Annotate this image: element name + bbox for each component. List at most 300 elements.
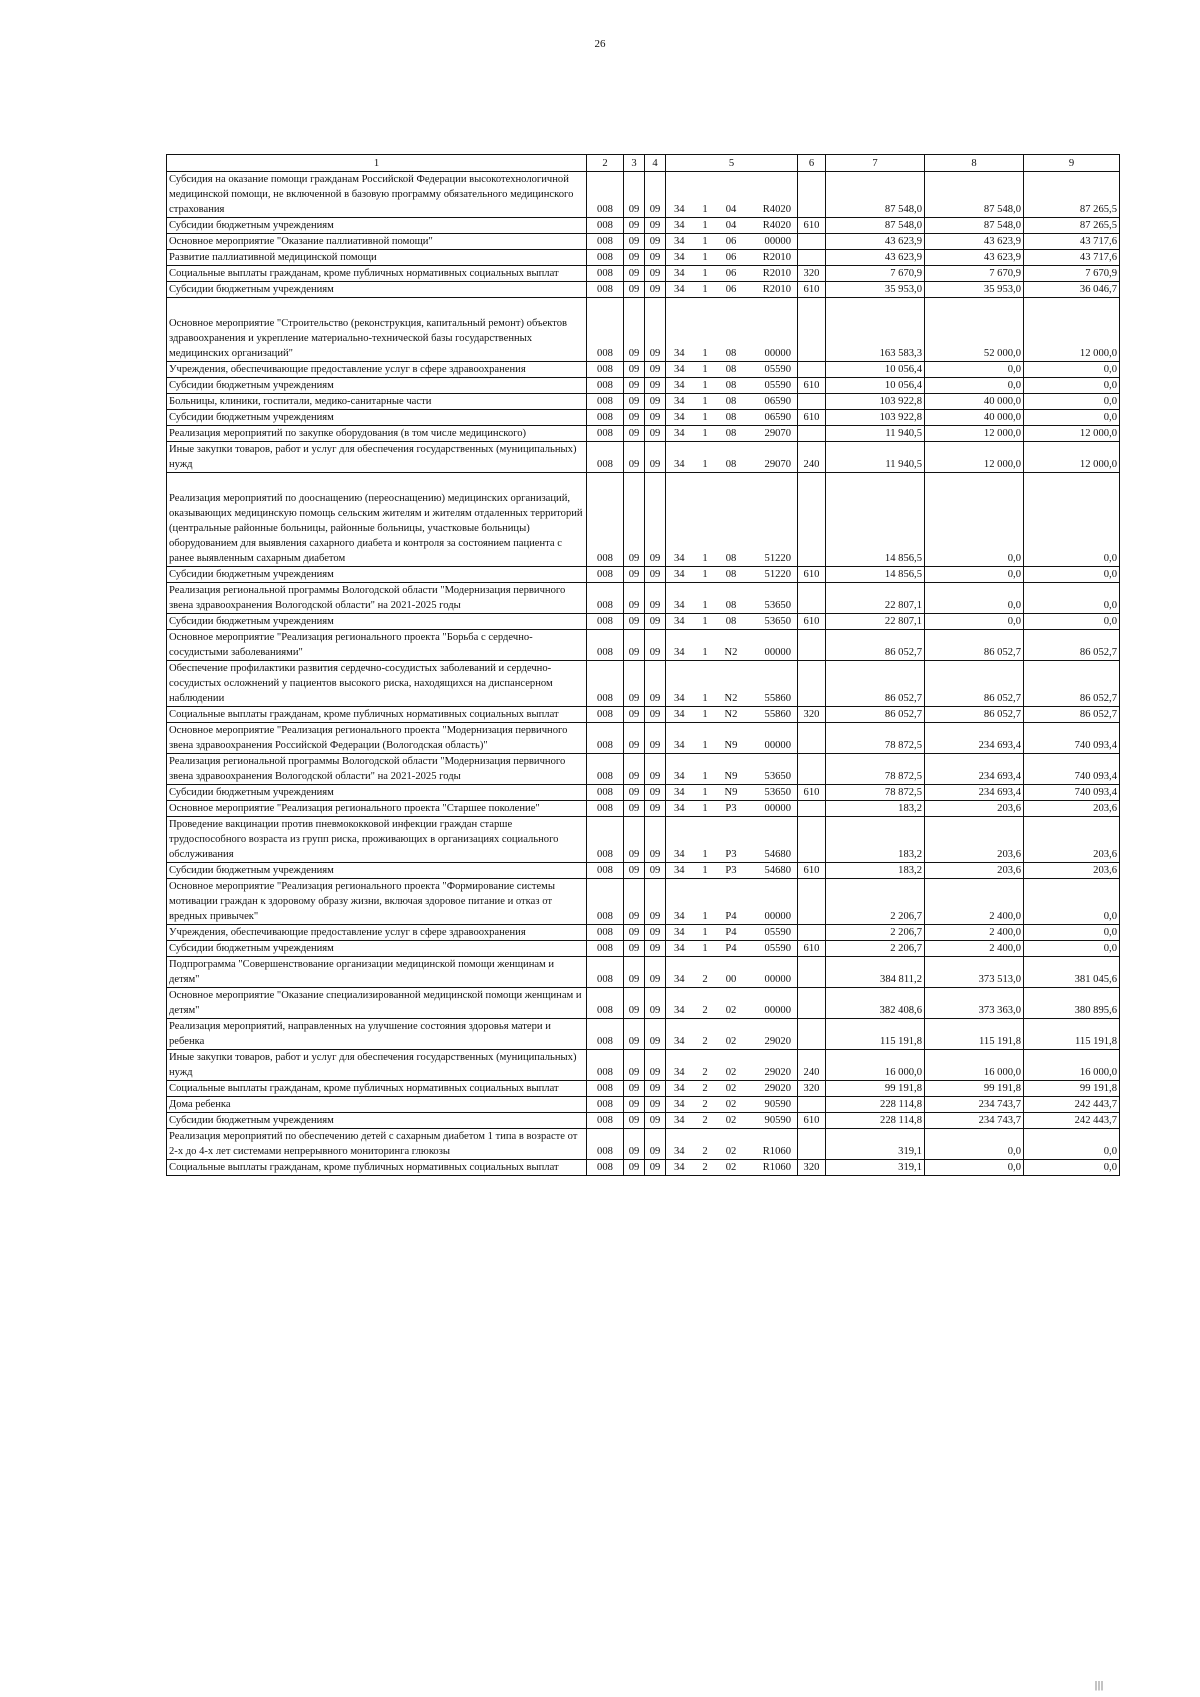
code-part: 34 [674, 1162, 685, 1173]
ministry-code: 008 [587, 754, 624, 785]
code-part: 08 [725, 412, 737, 423]
code-part: 90590 [764, 1115, 791, 1126]
table-row [167, 394, 1120, 410]
section-code: 09 [624, 172, 645, 218]
row-name: Социальные выплаты гражданам, кроме публичных нормативных социальных выплат [167, 1081, 587, 1097]
expense-type-code [798, 426, 826, 442]
ministry-code: 008 [587, 1129, 624, 1160]
expense-type-code [798, 630, 826, 661]
code-part: 34 [674, 693, 685, 704]
amount-col-7: 11 940,5 [826, 442, 925, 473]
expense-type-code [798, 250, 826, 266]
code-part: 34 [674, 803, 685, 814]
table-row [167, 426, 1120, 442]
amount-col-9: 380 895,6 [1024, 988, 1120, 1019]
expense-type-code: 320 [798, 1160, 826, 1176]
table-row [167, 1129, 1120, 1160]
amount-col-8: 86 052,7 [925, 661, 1024, 707]
amount-col-7: 163 583,3 [826, 298, 925, 362]
code-part: 1 [702, 943, 708, 954]
amount-col-8: 373 513,0 [925, 957, 1024, 988]
amount-col-9: 12 000,0 [1024, 298, 1120, 362]
amount-col-9: 740 093,4 [1024, 785, 1120, 801]
subsection-code: 09 [645, 1097, 666, 1113]
code-part: 08 [725, 428, 737, 439]
amount-col-8: 40 000,0 [925, 410, 1024, 426]
expense-type-code: 320 [798, 266, 826, 282]
code-part: 05590 [764, 943, 791, 954]
amount-col-7: 22 807,1 [826, 583, 925, 614]
target-article-code [666, 1113, 798, 1129]
col-header: 5 [666, 155, 798, 172]
subsection-code: 09 [645, 661, 666, 707]
code-part: P4 [725, 911, 737, 922]
subsection-code: 09 [645, 218, 666, 234]
code-part: 34 [674, 771, 685, 782]
section-code: 09 [624, 1081, 645, 1097]
amount-col-9: 43 717,6 [1024, 234, 1120, 250]
amount-col-8: 2 400,0 [925, 941, 1024, 957]
row-name: Развитие паллиативной медицинской помощи [167, 250, 587, 266]
amount-col-7: 43 623,9 [826, 250, 925, 266]
row-name: Основное мероприятие "Реализация регионального проекта "Старшее поколение" [167, 801, 587, 817]
target-article-code [666, 879, 798, 925]
code-part: 29070 [764, 428, 791, 439]
table-row [167, 801, 1120, 817]
row-name: Реализация региональной программы Вологодской области "Модернизация первичного звена здравоохранения Вологодской области" на 2021-2025 годы [167, 754, 587, 785]
expense-type-code [798, 1097, 826, 1113]
code-part: 2 [702, 1083, 708, 1094]
section-code: 09 [624, 426, 645, 442]
row-name: Иные закупки товаров, работ и услуг для обеспечения государственных (муниципальных) нужд [167, 442, 587, 473]
section-code: 09 [624, 218, 645, 234]
ministry-code: 008 [587, 630, 624, 661]
amount-col-8: 2 400,0 [925, 925, 1024, 941]
expense-type-code: 320 [798, 707, 826, 723]
code-part: 1 [702, 284, 708, 295]
expense-type-code [798, 754, 826, 785]
code-part: 1 [702, 693, 708, 704]
table-row [167, 630, 1120, 661]
code-part: 1 [702, 412, 708, 423]
amount-col-8: 234 693,4 [925, 754, 1024, 785]
target-article-code [666, 817, 798, 863]
expense-type-code [798, 362, 826, 378]
expense-type-code: 610 [798, 378, 826, 394]
section-code: 09 [624, 723, 645, 754]
row-name: Основное мероприятие "Строительство (реконструкция, капитальный ремонт) объектов здравоохранения и укрепление материально-технической базы государственных медицинских организаций" [167, 298, 587, 362]
table-body [167, 172, 1120, 1176]
target-article-code [666, 567, 798, 583]
amount-col-9: 0,0 [1024, 583, 1120, 614]
amount-col-7: 22 807,1 [826, 614, 925, 630]
amount-col-7: 183,2 [826, 817, 925, 863]
target-article-code [666, 394, 798, 410]
code-part: 34 [674, 943, 685, 954]
subsection-code: 09 [645, 863, 666, 879]
section-code: 09 [624, 801, 645, 817]
ministry-code: 008 [587, 218, 624, 234]
code-part: 02 [725, 1146, 737, 1157]
amount-col-8: 86 052,7 [925, 707, 1024, 723]
code-part: 55860 [764, 709, 791, 720]
section-code: 09 [624, 879, 645, 925]
row-name: Субсидии бюджетным учреждениям [167, 614, 587, 630]
table-row [167, 1081, 1120, 1097]
table-row [167, 234, 1120, 250]
expense-type-code: 240 [798, 1050, 826, 1081]
code-part: 34 [674, 428, 685, 439]
amount-col-7: 78 872,5 [826, 723, 925, 754]
code-part: 2 [702, 1005, 708, 1016]
row-name: Подпрограмма "Совершенствование организации медицинской помощи женщинам и детям" [167, 957, 587, 988]
expense-type-code [798, 1129, 826, 1160]
subsection-code: 09 [645, 426, 666, 442]
ministry-code: 008 [587, 723, 624, 754]
code-part: 00 [725, 974, 737, 985]
subsection-code: 09 [645, 754, 666, 785]
amount-col-8: 0,0 [925, 567, 1024, 583]
target-article-code [666, 925, 798, 941]
ministry-code: 008 [587, 1113, 624, 1129]
ministry-code: 008 [587, 426, 624, 442]
code-part: 1 [702, 787, 708, 798]
code-part: 34 [674, 1005, 685, 1016]
amount-col-8: 87 548,0 [925, 172, 1024, 218]
amount-col-8: 40 000,0 [925, 394, 1024, 410]
code-part: 1 [702, 600, 708, 611]
expense-type-code [798, 801, 826, 817]
code-part: 1 [702, 647, 708, 658]
row-name: Реализация мероприятий, направленных на улучшение состояния здоровья матери и ребенка [167, 1019, 587, 1050]
section-code: 09 [624, 957, 645, 988]
code-part: 34 [674, 600, 685, 611]
code-part: 00000 [764, 1005, 791, 1016]
code-part: 53650 [764, 600, 791, 611]
code-part: N2 [724, 647, 738, 658]
subsection-code: 09 [645, 266, 666, 282]
amount-col-9: 242 443,7 [1024, 1097, 1120, 1113]
subsection-code: 09 [645, 817, 666, 863]
code-part: 08 [725, 459, 737, 470]
table-row [167, 988, 1120, 1019]
col-header: 9 [1024, 155, 1120, 172]
table-row [167, 614, 1120, 630]
code-part: 08 [725, 364, 737, 375]
code-part: R4020 [762, 220, 791, 231]
code-part: 55860 [764, 693, 791, 704]
row-name: Реализация мероприятий по закупке оборудования (в том числе медицинского) [167, 426, 587, 442]
amount-col-7: 319,1 [826, 1129, 925, 1160]
section-code: 09 [624, 1019, 645, 1050]
code-part: 02 [725, 1005, 737, 1016]
table-row [167, 473, 1120, 567]
target-article-code [666, 723, 798, 754]
amount-col-7: 228 114,8 [826, 1097, 925, 1113]
amount-col-9: 203,6 [1024, 801, 1120, 817]
code-part: 51220 [764, 553, 791, 564]
section-code: 09 [624, 925, 645, 941]
table-row [167, 378, 1120, 394]
subsection-code: 09 [645, 378, 666, 394]
code-part: 1 [702, 268, 708, 279]
subsection-code: 09 [645, 988, 666, 1019]
code-part: 1 [702, 771, 708, 782]
expense-type-code [798, 1019, 826, 1050]
expense-type-code [798, 817, 826, 863]
amount-col-8: 43 623,9 [925, 234, 1024, 250]
section-code: 09 [624, 394, 645, 410]
expense-type-code [798, 234, 826, 250]
code-part: 29020 [764, 1083, 791, 1094]
row-name: Учреждения, обеспечивающие предоставление услуг в сфере здравоохранения [167, 925, 587, 941]
col-header: 8 [925, 155, 1024, 172]
subsection-code: 09 [645, 282, 666, 298]
code-part: N9 [724, 771, 738, 782]
amount-col-8: 203,6 [925, 801, 1024, 817]
section-code: 09 [624, 442, 645, 473]
code-part: 06 [725, 236, 737, 247]
code-part: 02 [725, 1162, 737, 1173]
target-article-code [666, 957, 798, 988]
table-row [167, 218, 1120, 234]
ministry-code: 008 [587, 925, 624, 941]
code-part: 34 [674, 396, 685, 407]
row-name: Субсидии бюджетным учреждениям [167, 378, 587, 394]
row-name: Субсидии бюджетным учреждениям [167, 941, 587, 957]
ministry-code: 008 [587, 1050, 624, 1081]
code-part: 08 [725, 348, 737, 359]
amount-col-9: 242 443,7 [1024, 1113, 1120, 1129]
code-part: 34 [674, 740, 685, 751]
amount-col-8: 234 693,4 [925, 723, 1024, 754]
amount-col-8: 0,0 [925, 1160, 1024, 1176]
amount-col-7: 87 548,0 [826, 172, 925, 218]
code-part: 34 [674, 927, 685, 938]
ministry-code: 008 [587, 567, 624, 583]
amount-col-8: 373 363,0 [925, 988, 1024, 1019]
expense-type-code: 610 [798, 614, 826, 630]
amount-col-8: 86 052,7 [925, 630, 1024, 661]
row-name: Субсидии бюджетным учреждениям [167, 218, 587, 234]
amount-col-8: 0,0 [925, 614, 1024, 630]
code-part: 34 [674, 364, 685, 375]
code-part: N9 [724, 787, 738, 798]
code-part: R2010 [762, 268, 791, 279]
ministry-code: 008 [587, 863, 624, 879]
row-name: Обеспечение профилактики развития сердечно-сосудистых заболеваний и сердечно-сосудистых осложнений у пациентов высокого риска, находящихся на диспансерном наблюдении [167, 661, 587, 707]
code-part: 34 [674, 1083, 685, 1094]
amount-col-7: 103 922,8 [826, 394, 925, 410]
amount-col-9: 7 670,9 [1024, 266, 1120, 282]
code-part: 2 [702, 1146, 708, 1157]
table-row [167, 707, 1120, 723]
target-article-code [666, 442, 798, 473]
target-article-code [666, 785, 798, 801]
amount-col-9: 0,0 [1024, 941, 1120, 957]
target-article-code [666, 1019, 798, 1050]
subsection-code: 09 [645, 583, 666, 614]
target-article-code [666, 801, 798, 817]
code-part: 1 [702, 803, 708, 814]
subsection-code: 09 [645, 1113, 666, 1129]
code-part: P4 [725, 943, 737, 954]
code-part: 1 [702, 236, 708, 247]
subsection-code: 09 [645, 442, 666, 473]
amount-col-9: 0,0 [1024, 614, 1120, 630]
target-article-code [666, 378, 798, 394]
code-part: 08 [725, 616, 737, 627]
table-row [167, 362, 1120, 378]
code-part: 34 [674, 459, 685, 470]
table-row [167, 282, 1120, 298]
section-code: 09 [624, 630, 645, 661]
amount-col-7: 228 114,8 [826, 1113, 925, 1129]
amount-col-7: 78 872,5 [826, 785, 925, 801]
code-part: 1 [702, 553, 708, 564]
target-article-code [666, 1081, 798, 1097]
subsection-code: 09 [645, 234, 666, 250]
code-part: 1 [702, 927, 708, 938]
code-part: 34 [674, 1115, 685, 1126]
subsection-code: 09 [645, 1081, 666, 1097]
target-article-code [666, 1097, 798, 1113]
amount-col-9: 381 045,6 [1024, 957, 1120, 988]
table-row [167, 661, 1120, 707]
code-part: 04 [725, 204, 737, 215]
section-code: 09 [624, 362, 645, 378]
code-part: 1 [702, 616, 708, 627]
amount-col-8: 12 000,0 [925, 442, 1024, 473]
amount-col-8: 234 693,4 [925, 785, 1024, 801]
section-code: 09 [624, 250, 645, 266]
amount-col-7: 2 206,7 [826, 941, 925, 957]
ministry-code: 008 [587, 988, 624, 1019]
code-part: 34 [674, 647, 685, 658]
ministry-code: 008 [587, 707, 624, 723]
section-code: 09 [624, 1050, 645, 1081]
subsection-code: 09 [645, 1050, 666, 1081]
section-code: 09 [624, 785, 645, 801]
code-part: 1 [702, 428, 708, 439]
code-part: 34 [674, 412, 685, 423]
code-part: 02 [725, 1036, 737, 1047]
amount-col-9: 12 000,0 [1024, 442, 1120, 473]
code-part: 2 [702, 1115, 708, 1126]
section-code: 09 [624, 941, 645, 957]
ministry-code: 008 [587, 282, 624, 298]
subsection-code: 09 [645, 941, 666, 957]
row-name: Социальные выплаты гражданам, кроме публичных нормативных социальных выплат [167, 266, 587, 282]
table-row [167, 266, 1120, 282]
target-article-code [666, 941, 798, 957]
code-part: 2 [702, 974, 708, 985]
subsection-code: 09 [645, 298, 666, 362]
table-row [167, 583, 1120, 614]
table-row [167, 567, 1120, 583]
amount-col-8: 35 953,0 [925, 282, 1024, 298]
expense-type-code [798, 172, 826, 218]
subsection-code: 09 [645, 801, 666, 817]
expense-type-code: 610 [798, 785, 826, 801]
table-row [167, 925, 1120, 941]
section-code: 09 [624, 754, 645, 785]
amount-col-8: 203,6 [925, 863, 1024, 879]
code-part: 2 [702, 1162, 708, 1173]
code-part: P3 [725, 849, 737, 860]
col-header: 7 [826, 155, 925, 172]
amount-col-7: 87 548,0 [826, 218, 925, 234]
col-header: 3 [624, 155, 645, 172]
row-name: Субсидии бюджетным учреждениям [167, 410, 587, 426]
table-row [167, 1097, 1120, 1113]
code-part: 2 [702, 1099, 708, 1110]
amount-col-7: 14 856,5 [826, 473, 925, 567]
ministry-code: 008 [587, 941, 624, 957]
target-article-code [666, 1129, 798, 1160]
code-part: 53650 [764, 771, 791, 782]
subsection-code: 09 [645, 707, 666, 723]
amount-col-8: 234 743,7 [925, 1097, 1024, 1113]
ministry-code: 008 [587, 234, 624, 250]
code-part: 05590 [764, 380, 791, 391]
code-part: 00000 [764, 740, 791, 751]
ministry-code: 008 [587, 614, 624, 630]
code-part: 34 [674, 553, 685, 564]
subsection-code: 09 [645, 172, 666, 218]
code-part: 1 [702, 396, 708, 407]
expense-type-code [798, 583, 826, 614]
section-code: 09 [624, 988, 645, 1019]
code-part: 34 [674, 348, 685, 359]
target-article-code [666, 172, 798, 218]
amount-col-9: 115 191,8 [1024, 1019, 1120, 1050]
ministry-code: 008 [587, 1019, 624, 1050]
amount-col-8: 43 623,9 [925, 250, 1024, 266]
code-part: 1 [702, 911, 708, 922]
expense-type-code: 610 [798, 410, 826, 426]
amount-col-7: 382 408,6 [826, 988, 925, 1019]
subsection-code: 09 [645, 394, 666, 410]
code-part: N2 [724, 693, 738, 704]
code-part: 34 [674, 865, 685, 876]
code-part: 29020 [764, 1036, 791, 1047]
amount-col-9: 16 000,0 [1024, 1050, 1120, 1081]
code-part: 04 [725, 220, 737, 231]
amount-col-7: 11 940,5 [826, 426, 925, 442]
table-row [167, 817, 1120, 863]
code-part: 00000 [764, 911, 791, 922]
section-code: 09 [624, 266, 645, 282]
table-row [167, 172, 1120, 218]
row-name: Субсидии бюджетным учреждениям [167, 567, 587, 583]
header-row [167, 155, 1120, 172]
code-part: N2 [724, 709, 738, 720]
code-part: N9 [724, 740, 738, 751]
table-row [167, 863, 1120, 879]
target-article-code [666, 1050, 798, 1081]
target-article-code [666, 362, 798, 378]
target-article-code [666, 630, 798, 661]
section-code: 09 [624, 410, 645, 426]
target-article-code [666, 754, 798, 785]
code-part: 1 [702, 459, 708, 470]
row-name: Субсидия на оказание помощи гражданам Российской Федерации высокотехнологичной медицинской помощи, не включенной в базовую программу обязательного медицинского страхования [167, 172, 587, 218]
code-part: R4020 [762, 204, 791, 215]
col-header: 1 [167, 155, 587, 172]
row-name: Дома ребенка [167, 1097, 587, 1113]
expense-type-code [798, 879, 826, 925]
